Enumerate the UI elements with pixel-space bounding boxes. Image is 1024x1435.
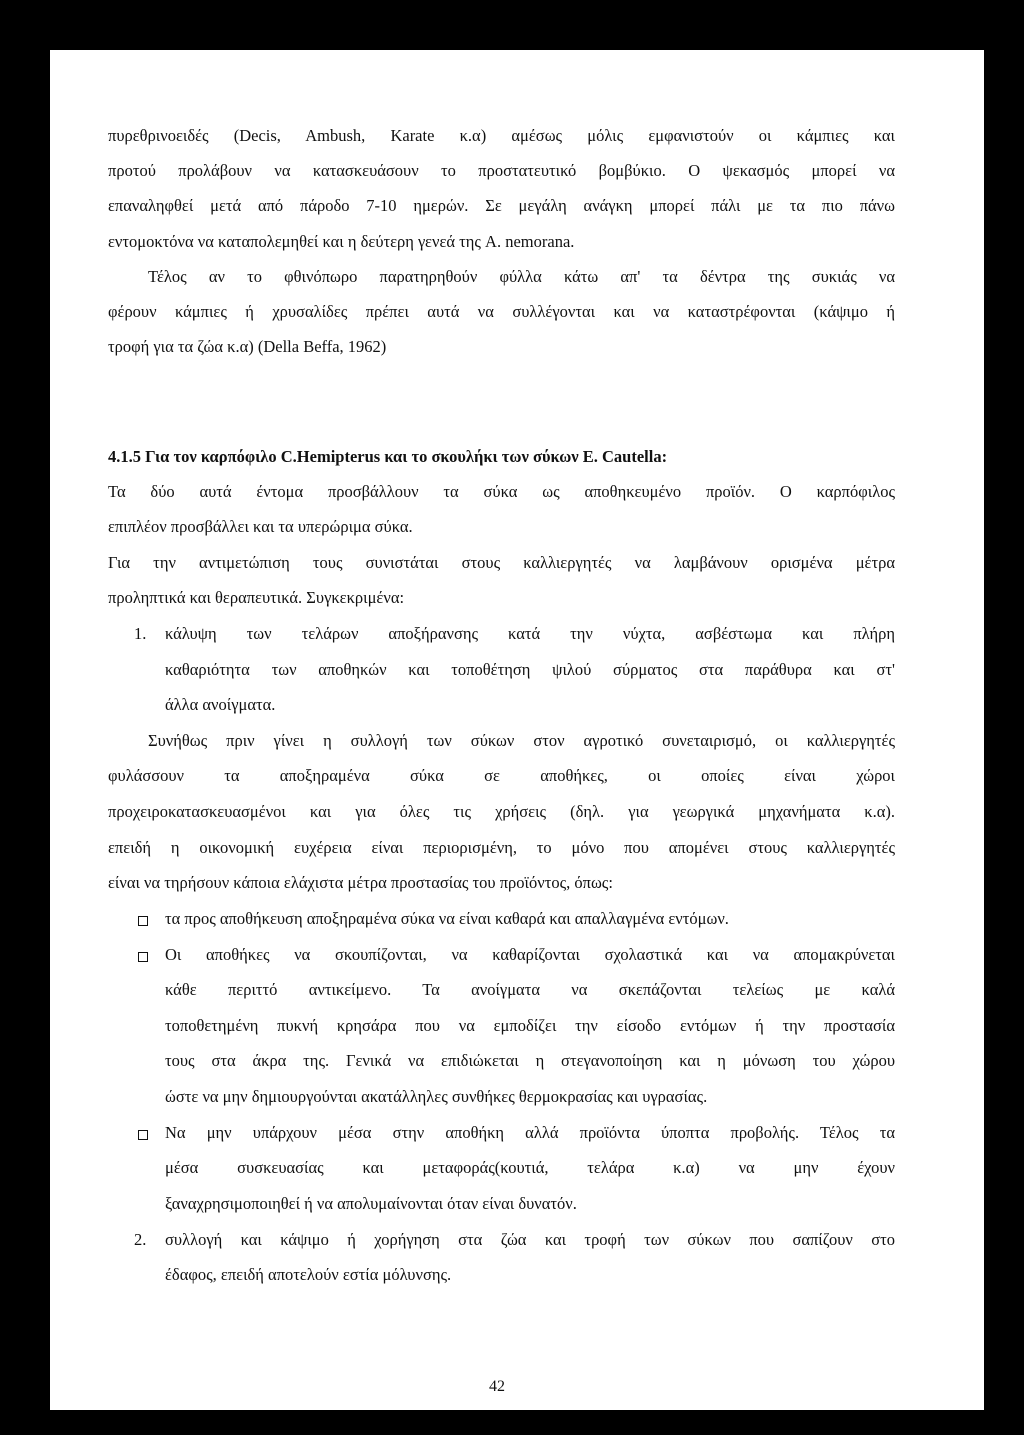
text-line: επειδή η οικονομική ευχέρεια είναι περιορισμένη, το μόνο που απομένει στους καλλιεργητές <box>108 838 895 857</box>
text-line: κάθε περιττό αντικείμενο. Τα ανοίγματα να σκεπάζονται τελείως με καλά <box>165 980 895 999</box>
text-line: Συνήθως πριν γίνει η συλλογή των σύκων στον αγροτικό συνεταιρισμό, οι καλλιεργητές <box>148 731 895 750</box>
text-line: προχειροκατασκευασμένοι και για όλες τις χρήσεις (δηλ. για γεωργικά μηχανήματα κ.α). <box>108 802 895 821</box>
text-line: φέρουν κάμπιες ή χρυσαλίδες πρέπει αυτά να συλλέγονται και να καταστρέφονται (κάψιμο ή <box>108 302 895 321</box>
text-line: Τα δύο αυτά έντομα προσβάλλουν τα σύκα ως αποθηκευμένο προϊόν. Ο καρπόφιλος <box>108 482 895 501</box>
page-number: 42 <box>489 1378 505 1395</box>
text-line: ξαναχρησιμοποιηθεί ή να απολυμαίνονται όταν είναι δυνατόν. <box>165 1194 577 1213</box>
list-number: 1. <box>134 624 147 643</box>
text-line: πυρεθρινοειδές (Decis, Ambush, Karate κ.α) αμέσως μόλις εμφανιστούν οι κάμπιες και <box>108 126 895 145</box>
text-line: τα προς αποθήκευση αποξηραμένα σύκα να είναι καθαρά και απαλλαγμένα εντόμων. <box>165 909 729 928</box>
text-line: επιπλέον προσβάλλει και τα υπερώριμα σύκα. <box>108 517 413 536</box>
text-line: είναι να τηρήσουν κάποια ελάχιστα μέτρα προστασίας του προϊόντος, όπως: <box>108 873 613 892</box>
text-line: προληπτικά και θεραπευτικά. Συγκεκριμένα: <box>108 588 405 607</box>
text-line: Τέλος αν το φθινόπωρο παρατηρηθούν φύλλα κάτω απ' τα δέντρα της συκιάς να <box>148 267 895 286</box>
text-line: τους στα άκρα της. Γενικά να επιδιώκεται η στεγανοποίηση και η μόνωση του χώρου <box>165 1051 895 1070</box>
text-line: Οι αποθήκες να σκουπίζονται, να καθαρίζονται σχολαστικά και να απομακρύνεται <box>165 945 895 964</box>
list-number: 2. <box>134 1230 147 1249</box>
checkbox-bullet-icon <box>138 916 148 926</box>
checkbox-bullet-icon <box>138 1130 148 1140</box>
text-line: προτού προλάβουν να κατασκευάσουν το προστατευτικό βομβύκιο. Ο ψεκασμός μπορεί να <box>108 161 895 180</box>
section-heading: 4.1.5 Για τον καρπόφιλο C.Hemipterus και το σκουλήκι των σύκων E. Cautella: <box>108 447 668 466</box>
text-line: συλλογή και κάψιμο ή χορήγηση στα ζώα και τροφή των σύκων που σαπίζουν στο <box>165 1230 895 1249</box>
text-line: έδαφος, επειδή αποτελούν εστία μόλυνσης. <box>165 1265 452 1284</box>
text-line: κάλυψη των τελάρων αποξήρανσης κατά την νύχτα, ασβέστωμα και πλήρη <box>165 624 895 643</box>
text-line: Για την αντιμετώπιση τους συνιστάται στους καλλιεργητές να λαμβάνουν ορισμένα μέτρα <box>108 553 895 572</box>
text-line: επαναληφθεί μετά από πάροδο 7-10 ημερών. Σε μεγάλη ανάγκη μπορεί πάλι με τα πιο πάνω <box>108 196 895 215</box>
checkbox-bullet-icon <box>138 952 148 962</box>
text-line: άλλα ανοίγματα. <box>165 695 276 714</box>
text-line: τροφή για τα ζώα κ.α) (Della Beffa, 1962) <box>108 337 387 356</box>
text-line: τοποθετημένη πυκνή κρησάρα που να εμποδίζει την είσοδο εντόμων ή την προστασία <box>165 1016 895 1035</box>
text-line: εντομοκτόνα να καταπολεμηθεί και η δεύτερη γενεά της A. nemorana. <box>108 232 575 251</box>
text-line: Να μην υπάρχουν μέσα στην αποθήκη αλλά προϊόντα ύποπτα προβολής. Τέλος τα <box>165 1123 895 1142</box>
text-line: ώστε να μην δημιουργούνται ακατάλληλες συνθήκες θερμοκρασίας και υγρασίας. <box>165 1087 708 1106</box>
text-line: μέσα συσκευασίας και μεταφοράς(κουτιά, τελάρα κ.α) να μην έχουν <box>165 1158 895 1177</box>
text-line: καθαριότητα των αποθηκών και τοποθέτηση ψιλού σύρματος στα παράθυρα και στ' <box>165 660 895 679</box>
text-line: φυλάσσουν τα αποξηραμένα σύκα σε αποθήκες, οι οποίες είναι χώροι <box>108 766 895 785</box>
